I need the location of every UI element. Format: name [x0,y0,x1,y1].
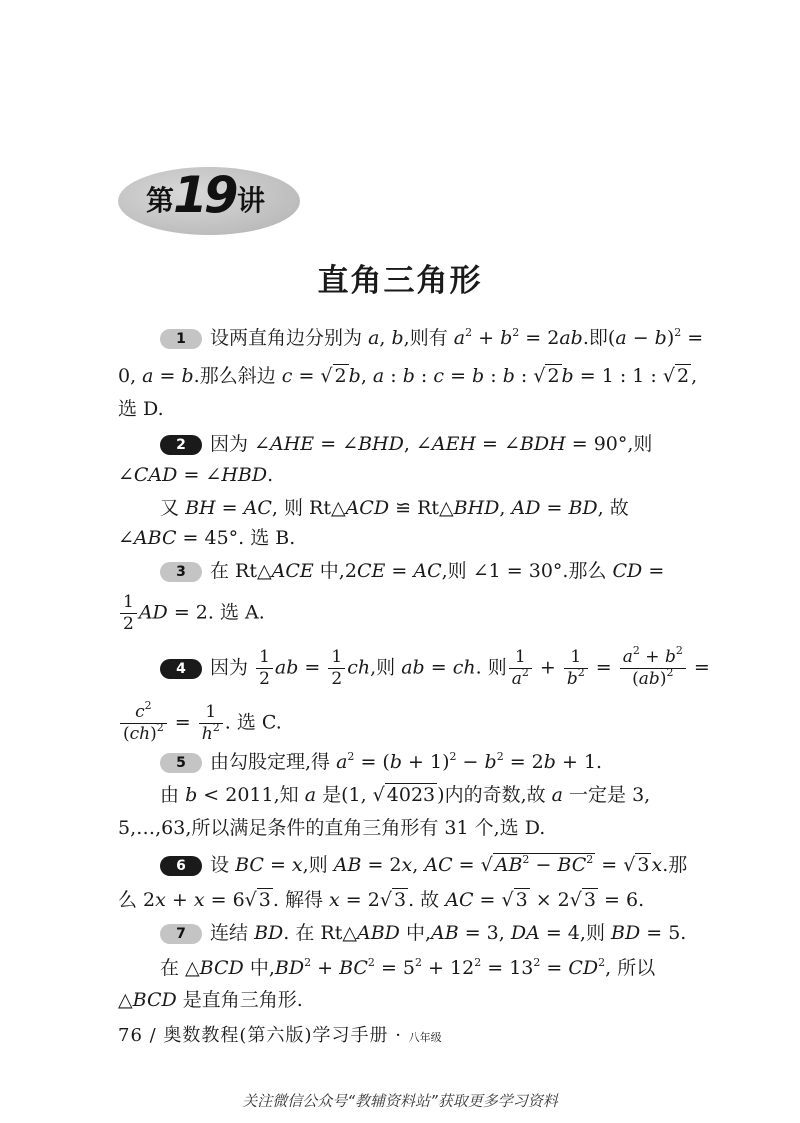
page-footer: 76 / 奥数教程(第六版)学习手册 · 八年级 [118,1025,442,1046]
problem-3-number: 3 [160,562,202,582]
problem-2-line-2: ∠CAD = ∠HBD. [118,464,274,486]
problem-1-line-3: 选 D. [118,398,164,420]
problem-1-line-1: 1 设两直角边分别为 a, b,则有 $a^2 + b^2 = 2ab$.即$(a - b)^2$ = [160,326,703,350]
problem-1-line-2: 0, a = b.那么斜边 c = √ 2 b, a : b : c = b : b : √ 2 b = 1 : 1 : √ 2 , [118,365,698,387]
problem-7-line-1: 7 连结 BD. 在 Rt△ABD 中,AB = 3, DA = 4,则 BD = 5. [160,921,686,945]
problem-5-number: 5 [160,753,202,773]
problem-6-number: 6 [160,856,202,876]
watermark-text: 关注微信公众号“教辅资料站”获取更多学习资料 [242,1092,558,1110]
problem-3-line-2: $\frac{1}{2}$ AD = 2. 选 A. [118,592,265,635]
problem-7-number: 7 [160,924,202,944]
lecture-number: 19 [173,166,235,224]
problem-2-number: 2 [160,435,202,455]
problem-5-line-3: 5,…,63,所以满足条件的直角三角形有 31 个,选 D. [118,817,546,839]
problem-4-number: 4 [160,659,202,679]
grade-label: 八年级 [408,1031,442,1044]
problem-4-line-2: $\frac{c^2}{(ch)^2}$ = $\frac{1}{h^2}$ . 选 C. [118,702,282,745]
problem-7-line-2: 在 △BCD 中$,BD^2 + BC^2 = 5^2 + 12^2 = 13^2 = CD^2$, 所以 [160,956,656,979]
book-title: 奥数教程(第六版)学习手册 [163,1025,389,1046]
problem-2-line-4: ∠ABC = 45°. 选 B. [118,527,296,549]
problem-3-line-1: 3 在 Rt△ACE 中,2CE = AC,则 ∠1 = 30°.那么 CD = [160,559,664,583]
problem-1-number: 1 [160,329,202,349]
page-title: 直角三角形 [317,263,483,299]
problem-4-line-1: 4 因为 $\frac{1}{2}$ ab = $\frac{1}{2}$ ch,则 ab = ch. 则 $\frac{1}{a^2}$ + $\frac{1}{b^2}$ = $\frac{a^2 + b^2}{(ab)^2}$ = [160,647,710,690]
problem-5-line-1: 5 由勾股定理,得 $a^2 = (b + 1)^2 - b^2 = 2b + 1$. [160,750,602,774]
problem-6-line-2: 么 2x + x = 6√ 3 . 解得 x = 2√ 3 . 故 AC = √ 3 × 2√ 3 = 6. [118,889,645,911]
lecture-prefix: 第 [146,184,175,217]
problem-5-line-2: 由 b < 2011,知 a 是(1, √ 4023 )内的奇数,故 a 一定是 3, [160,784,651,806]
problem-7-line-3: △BCD 是直角三角形. [118,989,303,1011]
lecture-suffix: 讲 [237,184,266,217]
problem-2-line-1: 2 因为 ∠AHE = ∠BHD, ∠AEH = ∠BDH = 90°,则 [160,432,652,456]
page-number: 76 [118,1025,143,1046]
problem-2-line-3: 又 BH = AC, 则 Rt△ACD ≌ Rt△BHD, AD = BD, 故 [160,497,629,519]
problem-6-line-1: 6 设 BC = x,则 AB = 2x, AC = √ $AB^2 - BC^2$ = √ 3 x.那 [160,853,687,877]
